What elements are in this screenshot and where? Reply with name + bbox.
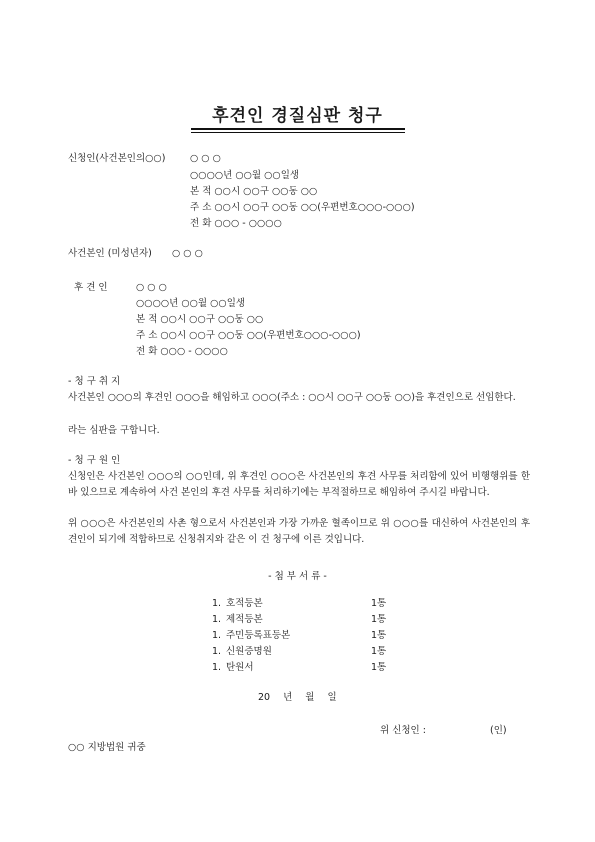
title-underline xyxy=(191,128,405,130)
applicant-label: 신청인(사건본인의○○) xyxy=(68,153,166,164)
attachment-name: 신원증명원 xyxy=(226,646,272,657)
filing-date: 20 년 월 일 xyxy=(258,692,337,703)
guardian-domicile: 본 적 ○○시 ○○구 ○○동 ○○ xyxy=(136,314,264,325)
cause-paragraph-1: 신청인은 사건본인 ○○○의 ○○인데, 위 후견인 ○○○은 사건본인의 후견 사무를 처리함에 있어 비행행위를 한 바 있으므로 계속하여 사건 본인의 후견 사무를 처리하기에는 부적절하므로 해임하여 주시길 바랍니다. xyxy=(68,471,530,498)
attachment-number: 1. xyxy=(212,630,222,641)
attachment-number: 1. xyxy=(212,662,222,673)
guardian-label: 후 견 인 xyxy=(74,282,108,293)
attachment-count: 1통 xyxy=(371,662,387,673)
applicant-address: 주 소 ○○시 ○○구 ○○동 ○○(우편번호○○○-○○○) xyxy=(190,202,415,213)
document-title: 후견인 경질심판 청구 xyxy=(212,106,383,126)
title-underline-thin xyxy=(191,132,405,133)
attachment-count: 1통 xyxy=(371,598,387,609)
attachment-count: 1통 xyxy=(371,630,387,641)
attachment-number: 1. xyxy=(212,598,222,609)
seal-mark: (인) xyxy=(490,725,507,736)
applicant-birth: ○○○○년 ○○월 ○○일생 xyxy=(190,170,300,181)
attachment-count: 1통 xyxy=(371,646,387,657)
applicant-name: ○ ○ ○ xyxy=(190,153,221,164)
attachment-name: 탄원서 xyxy=(226,662,254,673)
applicant-domicile: 본 적 ○○시 ○○구 ○○동 ○○ xyxy=(190,186,318,197)
signature-label: 위 신청인 : xyxy=(380,725,426,736)
guardian-birth: ○○○○년 ○○월 ○○일생 xyxy=(136,298,246,309)
attachment-name: 제적등본 xyxy=(226,614,263,625)
subject-label: 사건본인 (미성년자) xyxy=(68,248,152,259)
attachment-count: 1통 xyxy=(371,614,387,625)
attachments-heading: - 첨 부 서 류 - xyxy=(268,571,327,582)
subject-name: ○ ○ ○ xyxy=(172,248,203,259)
purpose-closing: 라는 심판을 구합니다. xyxy=(68,425,160,436)
purpose-heading: - 청 구 취 지 xyxy=(68,376,121,387)
guardian-name: ○ ○ ○ xyxy=(136,282,167,293)
attachment-number: 1. xyxy=(212,614,222,625)
attachment-name: 주민등록표등본 xyxy=(226,630,291,641)
guardian-phone: 전 화 ○○○ - ○○○○ xyxy=(136,346,228,357)
cause-heading: - 청 구 원 인 xyxy=(68,455,121,466)
guardian-address: 주 소 ○○시 ○○구 ○○동 ○○(우편번호○○○-○○○) xyxy=(136,330,361,341)
attachment-name: 호적등본 xyxy=(226,598,263,609)
purpose-text: 사건본인 ○○○의 후견인 ○○○을 해임하고 ○○○(주소 : ○○시 ○○구 ○○동 ○○)을 후견인으로 선임한다. xyxy=(68,392,516,403)
attachment-number: 1. xyxy=(212,646,222,657)
cause-paragraph-2: 위 ○○○은 사건본인의 사촌 형으로서 사건본인과 가장 가까운 혈족이므로 위 ○○○를 대신하여 사건본인의 후견인이 되기에 적합하므로 신청취지와 같은 이 건 청구에 이른 것입니다. xyxy=(68,518,530,545)
court-addressee: ○○ 지방법원 귀중 xyxy=(68,742,146,753)
applicant-phone: 전 화 ○○○ - ○○○○ xyxy=(190,218,282,229)
